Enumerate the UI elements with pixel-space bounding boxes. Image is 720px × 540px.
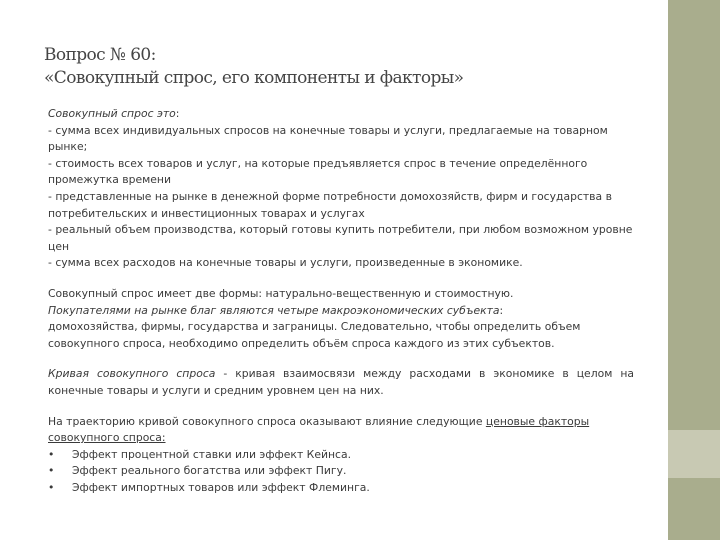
definition-item: - представленные на рынке в денежной форме потребности домохозяйств, фирм и государства в потребительских и инвестиционных товарах и услугах [48, 189, 612, 220]
curve-term: Кривая совокупного спроса [48, 367, 216, 381]
forms-line: Совокупный спрос имеет две формы: натурально-вещественную и стоимостную. [48, 286, 514, 300]
factors-intro [48, 414, 634, 447]
buyers-suffix: : [499, 303, 504, 317]
definition-term: Совокупный спрос это [48, 107, 176, 120]
spacer [48, 352, 634, 366]
factor-text: Эффект реального богатства или эффект Пигу. [72, 464, 347, 478]
spacer [48, 400, 634, 414]
buyers-italic: Покупателями на рынке благ являются четыре макроэкономических субъекта [48, 303, 500, 317]
spacer [48, 272, 634, 286]
factor-text: Эффект процентной ставки или эффект Кейнса. [72, 447, 352, 461]
decorative-sidebar [668, 0, 720, 540]
slide-body [48, 106, 634, 496]
definition-term-suffix: : [175, 107, 180, 120]
definition-item: - сумма всех индивидуальных спросов на конечные товары и услуги, предлагаемые на товарном рынке; [48, 123, 608, 154]
buyers-line [48, 303, 634, 320]
curve-text: - кривая взаимосвязи между расходами в экономике в целом на конечные товары и услуги и средним уровнем цен на них. [48, 367, 634, 397]
sidebar-accent-band [668, 430, 720, 478]
bullet-icon: • [48, 480, 55, 494]
factor-bullet-item [48, 480, 634, 497]
slide-title [44, 44, 644, 90]
buyers-detail: домохозяйства, фирмы, государства и заграницы. Следовательно, чтобы определить объем совокупного спроса, необходимо определить объём спроса каждого из этих субъектов. [48, 320, 581, 350]
bullet-icon: • [48, 447, 55, 461]
bullet-icon: • [48, 464, 55, 478]
definition-item: - стоимость всех товаров и услуг, на которые предъявляется спрос в течение определённого промежутка времени [48, 156, 588, 187]
definition-item: - реальный объем производства, который готовы купить потребители, при любом возможном уровне цен [48, 223, 633, 253]
factors-underlined: ценовые факторы совокупного спроса: [48, 414, 590, 445]
curve-definition [48, 366, 634, 399]
factor-text: Эффект импортных товаров или эффект Флеминга. [72, 480, 370, 494]
definition-heading [48, 106, 634, 123]
factors-intro-text: На траекторию кривой совокупного спроса оказывают влияние следующие [48, 414, 486, 428]
factor-bullet-item [48, 447, 634, 464]
factor-bullet-item [48, 463, 634, 480]
title-line-2: «Совокупный спрос, его компоненты и факторы» [44, 68, 464, 88]
title-line-1: Вопрос № 60: [44, 45, 156, 65]
definition-item: - сумма всех расходов на конечные товары и услуги, произведенные в экономике. [48, 256, 523, 270]
